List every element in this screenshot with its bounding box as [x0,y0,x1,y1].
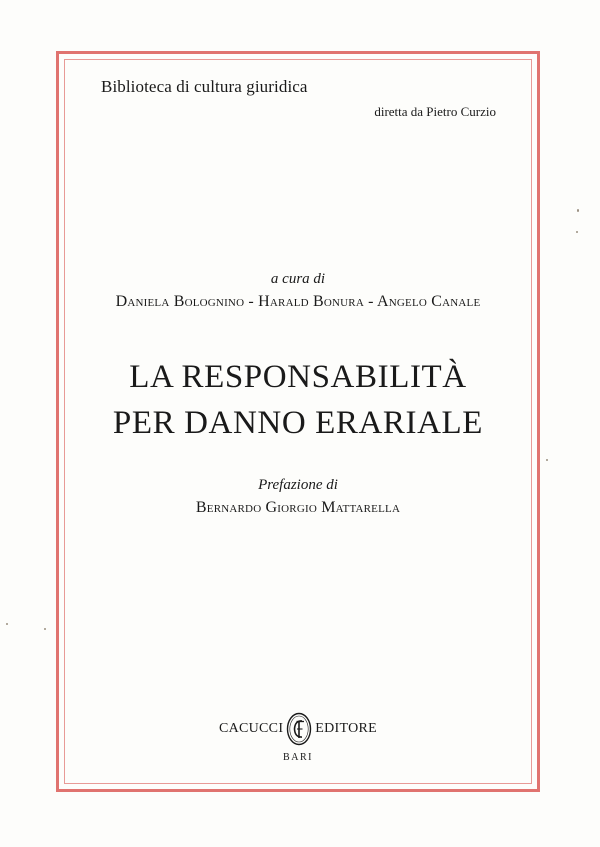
paper-speck [6,623,8,625]
publisher-name-left: CACUCCI [218,721,284,736]
paper-speck [546,459,548,461]
series-editor: diretta da Pietro Curzio [374,104,496,119]
curated-by-label: a cura di [270,271,326,287]
series-title: Biblioteca di cultura giuridica [101,77,308,96]
preface-author: Bernardo Giorgio Mattarella [195,499,401,516]
publisher-city: BARI [283,752,313,763]
paper-speck [577,209,579,212]
paper-speck [576,231,578,233]
preface-label: Prefazione di [258,477,338,493]
book-title-line-2: PER DANNO ERARIALE [112,405,484,441]
paper-speck [44,628,46,630]
publisher-name-right: EDITORE [315,721,378,736]
cacucci-monogram-icon [286,712,312,746]
book-title-line-1: LA RESPONSABILITÀ [129,359,467,395]
editors-names: Daniela Bolognino - Harald Bonura - Angelo Canale [115,293,481,310]
publisher-imprint [64,712,532,746]
